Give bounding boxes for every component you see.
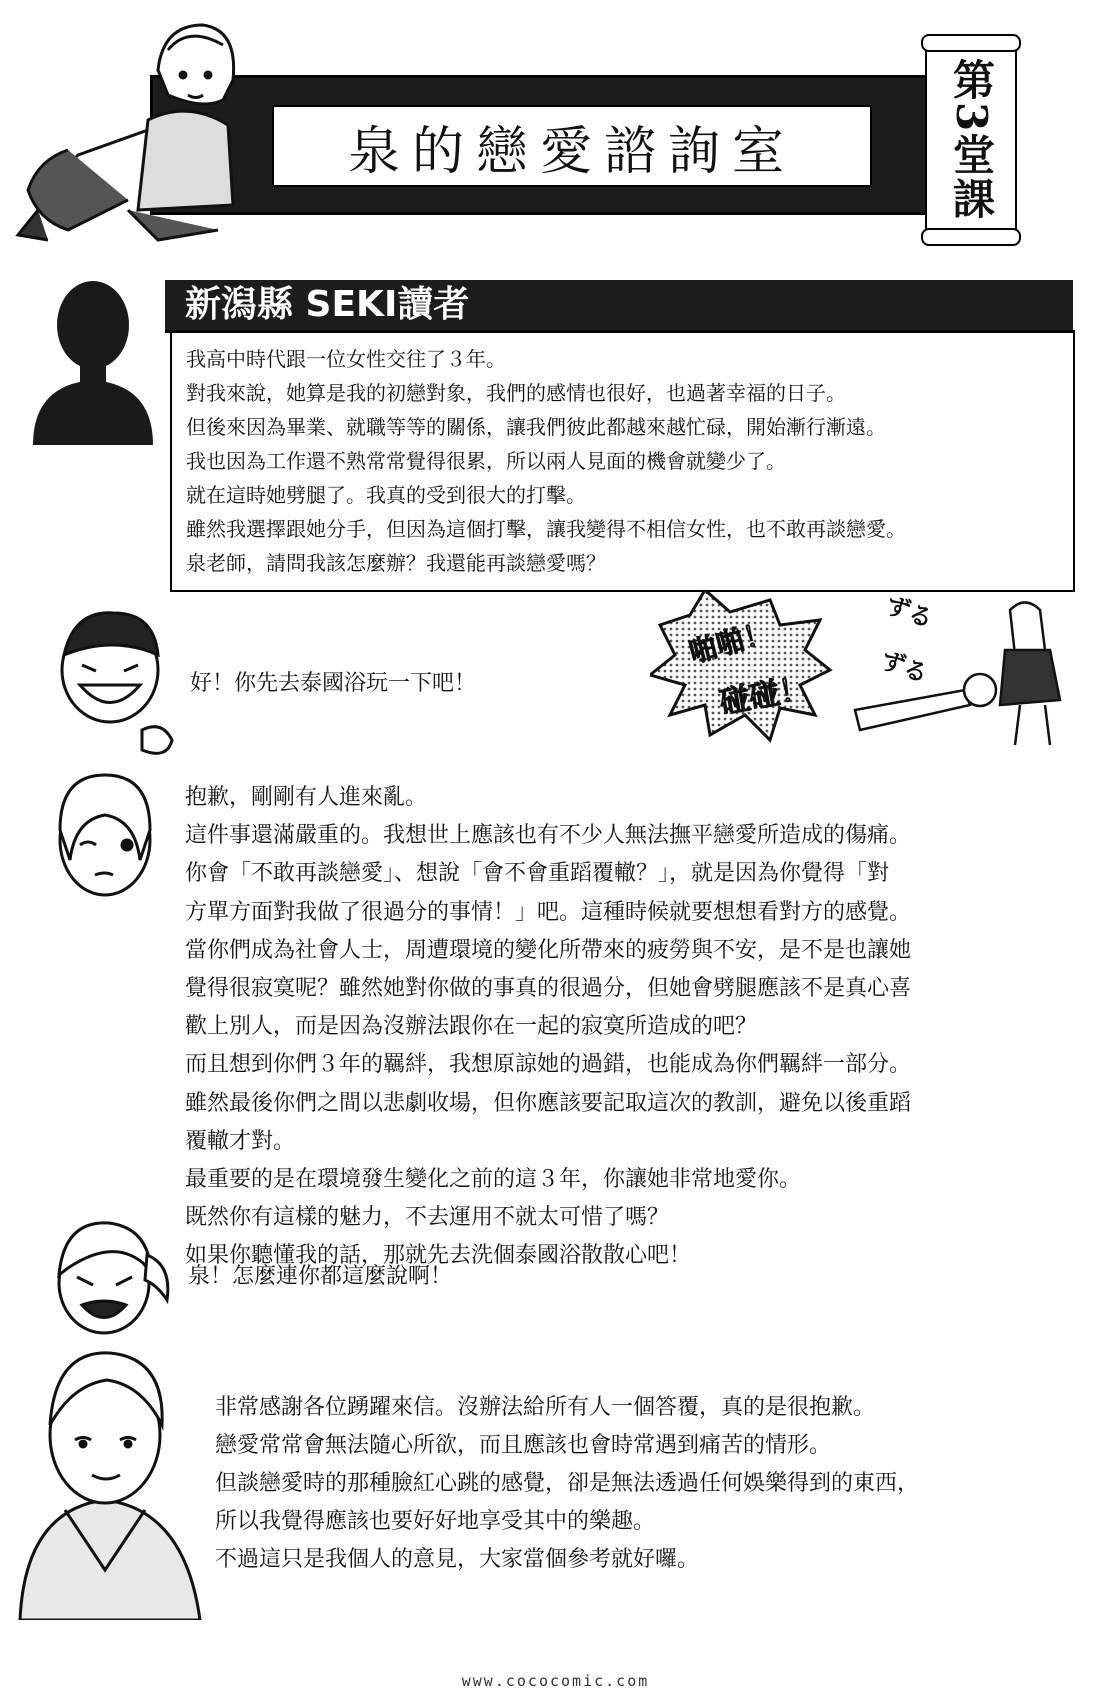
reply-line: 覺得很寂寞呢？雖然她對你做的事真的很過分，但她會劈腿應該不是真心喜 [185,976,912,1002]
closing-line: 戀愛常常會無法隨心所欲，而且應該也會時常遇到痛苦的情形。 [215,1433,832,1458]
closing-line: 但談戀愛時的那種臉紅心跳的感覺，卻是無法透過任何娛樂得到的東西， [215,1471,920,1496]
izumi-wink-portrait [45,770,165,915]
reply-line: 最重要的是在環境發生變化之前的這３年，你讓她非常地愛你。 [185,1167,802,1193]
reader-silhouette-avatar [28,270,158,445]
reply-line: 而且想到你們３年的羈絆，我想原諒她的過錯，也能成為你們羈絆一部分。 [185,1052,912,1078]
reply-line: 這件事還滿嚴重的。我想世上應該也有不少人無法撫平戀愛所造成的傷痛。 [185,823,912,849]
lesson-label: 第3堂課 [947,58,996,222]
question-box [170,330,1075,592]
reply-2 [185,779,911,1276]
reply-3 [188,1258,452,1296]
burst-text-1: 啪啪！ [685,615,776,670]
reply-line: 歡上別人，而是因為沒辦法跟你在一起的寂寞所造成的吧？ [185,1014,758,1040]
izumi-sitting-illustration [8,10,238,250]
angry-girl-portrait [42,1215,177,1345]
reply-line: 雖然最後你們之間以悲劇收場，但你應該要記取這次的教訓，避免以後重蹈 [185,1090,912,1116]
page-title: 泉的戀愛諮詢室 [347,121,796,182]
lesson-scroll [925,40,1017,240]
laughing-guy-portrait [50,610,180,760]
sfx-text-1: ずる [881,590,937,634]
reader-name: 新潟縣 SEKI讀者 [185,284,470,325]
question-line: 就在這時她劈腿了。我真的受到很大的打擊。 [186,483,586,507]
reply-line: 如果你聽懂我的話，那就先去洗個泰國浴散散心吧！ [185,1243,692,1269]
closing-line: 非常感謝各位踴躍來信。沒辦法給所有人一個答覆，真的是很抱歉。 [215,1395,876,1420]
burst-text-2: 碰碰！ [717,670,812,721]
comic-slapstick-panel [650,590,1080,760]
question-line: 雖然我選擇跟她分手，但因為這個打擊，讓我變得不相信女性，也不敢再談戀愛。 [186,517,906,541]
closing-line: 不過這只是我個人的意見，大家當個參考就好囉。 [215,1547,700,1572]
reply-line: 既然你有這樣的魅力，不去運用不就太可惜了嗎？ [185,1205,670,1231]
closing-line: 所以我覺得應該也要好好地享受其中的樂趣。 [215,1509,656,1534]
question-line: 我也因為工作還不熟常常覺得很累，所以兩人見面的機會就變少了。 [186,449,786,473]
question-line: 我高中時代跟一位女性交往了３年。 [186,347,506,371]
footer-url: www.cococomic.com [461,1672,650,1690]
reply-line: 你會「不敢再談戀愛」、想說「會不會重蹈覆轍？」，就是因為你覺得「對 [185,861,890,887]
reply-line: 方單方面對我做了很過分的事情！」吧。這種時候就要想想看對方的感覺。 [185,899,912,925]
question-line: 對我來說，她算是我的初戀對象，我們的感情也很好，也過著幸福的日子。 [186,381,846,405]
closing-message [215,1389,919,1579]
reply-line: 覆轍才對。 [185,1128,296,1154]
reply-1 [190,665,476,703]
izumi-closing-portrait [10,1340,210,1620]
question-line: 但後來因為畢業、就職等等的關係，讓我們彼此都越來越忙碌，開始漸行漸遠。 [186,415,886,439]
reply-line: 當你們成為社會人士，周遭環境的變化所帶來的疲勞與不安，是不是也讓她 [185,937,912,963]
reply-line: 抱歉，剛剛有人進來亂。 [185,785,428,810]
title-plate [272,105,872,187]
question-line: 泉老師，請問我該怎麼辦？我還能再談戀愛嗎？ [186,551,606,575]
reply-line: 泉！怎麼連你都這麼說啊！ [188,1264,453,1289]
reply-line: 好！你先去泰國浴玩一下吧！ [190,671,477,696]
sfx-text-2: ずる [876,645,932,689]
